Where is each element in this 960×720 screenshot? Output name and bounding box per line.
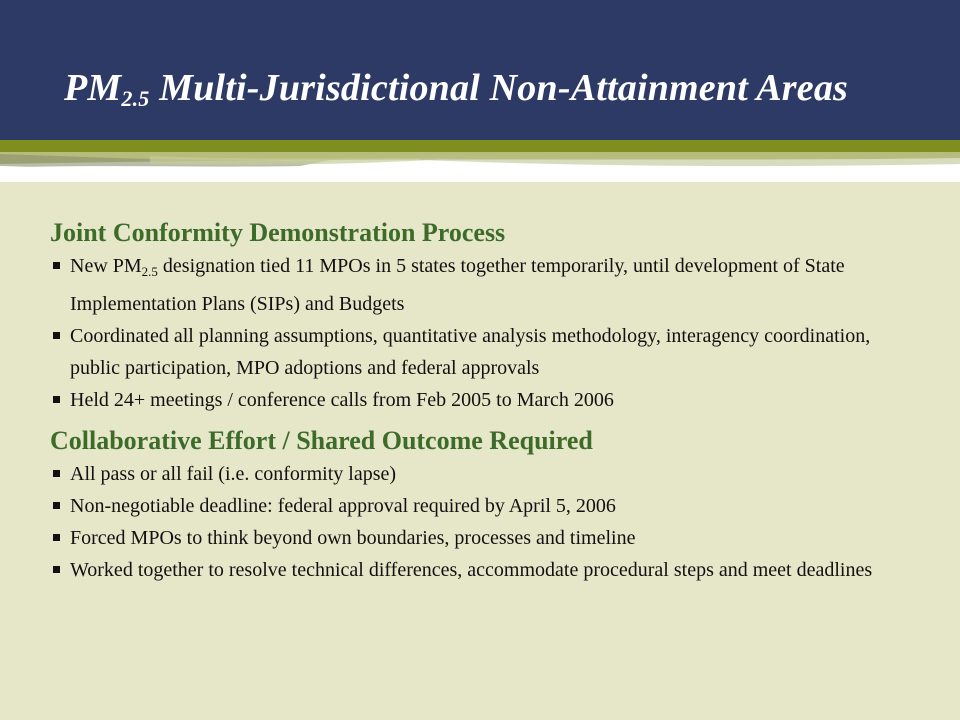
bullet-list — [50, 250, 920, 416]
square-bullet-icon — [53, 502, 60, 509]
title-banner — [0, 0, 960, 140]
slide-body — [50, 216, 920, 586]
square-bullet-icon — [53, 262, 60, 269]
bullet-item: Coordinated all planning assumptions, quantitative analysis methodology, interagency coordination, public participation, MPO adoptions and federal approvals — [50, 320, 920, 384]
bullet-item: Held 24+ meetings / conference calls from Feb 2005 to March 2006 — [50, 384, 920, 416]
section-joint-conformity — [50, 216, 920, 416]
bullet-item: All pass or all fail (i.e. conformity lapse) — [50, 458, 920, 490]
square-bullet-icon — [53, 566, 60, 573]
section-heading: Collaborative Effort / Shared Outcome Required — [50, 426, 593, 455]
section-heading: Joint Conformity Demonstration Process — [50, 218, 506, 247]
bullet-list — [50, 458, 920, 586]
decorative-swoosh — [0, 152, 960, 182]
accent-stripe — [0, 140, 960, 152]
slide-title: $PM_{2.5}$ Multi-Jurisdictional Non-Attainment Areas — [64, 67, 849, 111]
square-bullet-icon — [53, 332, 60, 339]
square-bullet-icon — [53, 396, 60, 403]
section-collaborative-effort — [50, 424, 920, 586]
bullet-item: Non-negotiable deadline: federal approval required by April 5, 2006 — [50, 490, 920, 522]
bullet-item: Forced MPOs to think beyond own boundaries, processes and timeline — [50, 522, 920, 554]
square-bullet-icon — [53, 534, 60, 541]
bullet-item: Worked together to resolve technical differences, accommodate procedural steps and meet deadlines — [50, 554, 920, 586]
bullet-item: New $PM_{2.5}$ designation tied 11 MPOs in 5 states together temporarily, until development of State Implementation Plans (SIPs) and Budgets — [50, 250, 920, 320]
square-bullet-icon — [53, 470, 60, 477]
